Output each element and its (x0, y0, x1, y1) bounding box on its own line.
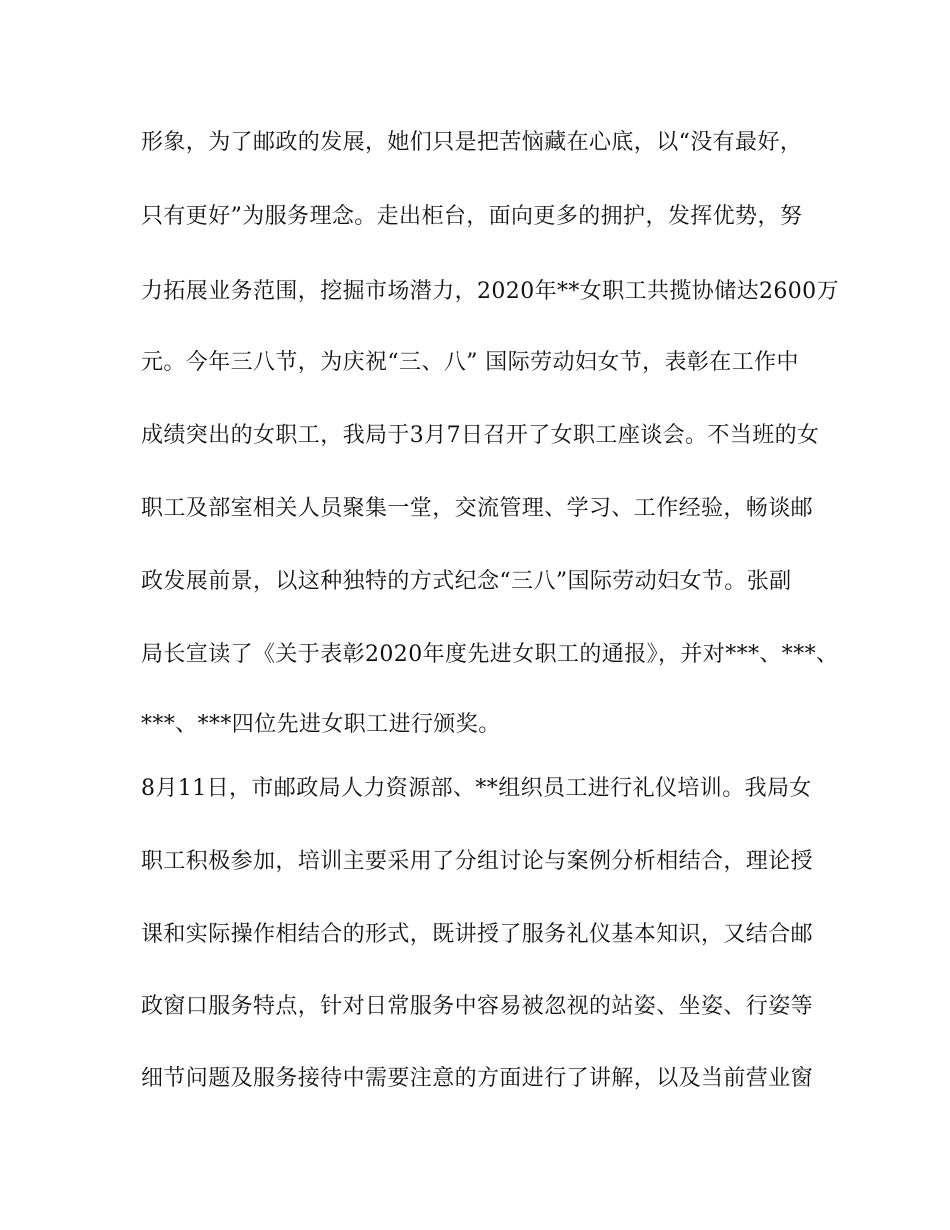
text-line: 成绩突出的女职工，我局于3月7日召开了女职工座谈会。不当班的女 (141, 423, 820, 448)
text-line: 职工及部室相关人员聚集一堂，交流管理、学习、工作经验，畅谈邮 (141, 496, 814, 521)
text-line: 力拓展业务范围，挖掘市场潜力，2020年**女职工共揽协储达2600万 (141, 279, 839, 304)
text-line: 局长宣读了《关于表彰2020年度先进女职工的通报》，并对***、***、 (141, 642, 839, 667)
text-line: 细节问题及服务接待中需要注意的方面进行了讲解，以及当前营业窗 (141, 1066, 814, 1091)
text-line: 课和实际操作相结合的形式，既讲授了服务礼仪基本知识，又结合邮 (141, 922, 814, 947)
text-line: 8月11日，市邮政局人力资源部、**组织员工进行礼仪培训。我局女 (141, 776, 812, 801)
text-line: 元。今年三八节，为庆祝“三、八” 国际劳动妇女节，表彰在工作中 (141, 350, 799, 375)
text-line: 政窗口服务特点，针对日常服务中容易被忽视的站姿、坐姿、行姿等 (141, 994, 814, 1019)
text-line: ***、***四位先进女职工进行颁奖。 (141, 712, 501, 737)
text-line: 职工积极参加，培训主要采用了分组讨论与案例分析相结合，理论授 (141, 849, 814, 874)
text-line: 形象，为了邮政的发展，她们只是把苦恼藏在心底，以“没有最好， (141, 130, 803, 155)
text-line: 政发展前景，以这种独特的方式纪念“三八”国际劳动妇女节。张副 (141, 569, 792, 594)
text-line: 只有更好”为服务理念。走出柜台，面向更多的拥护，发挥优势，努 (141, 204, 803, 229)
